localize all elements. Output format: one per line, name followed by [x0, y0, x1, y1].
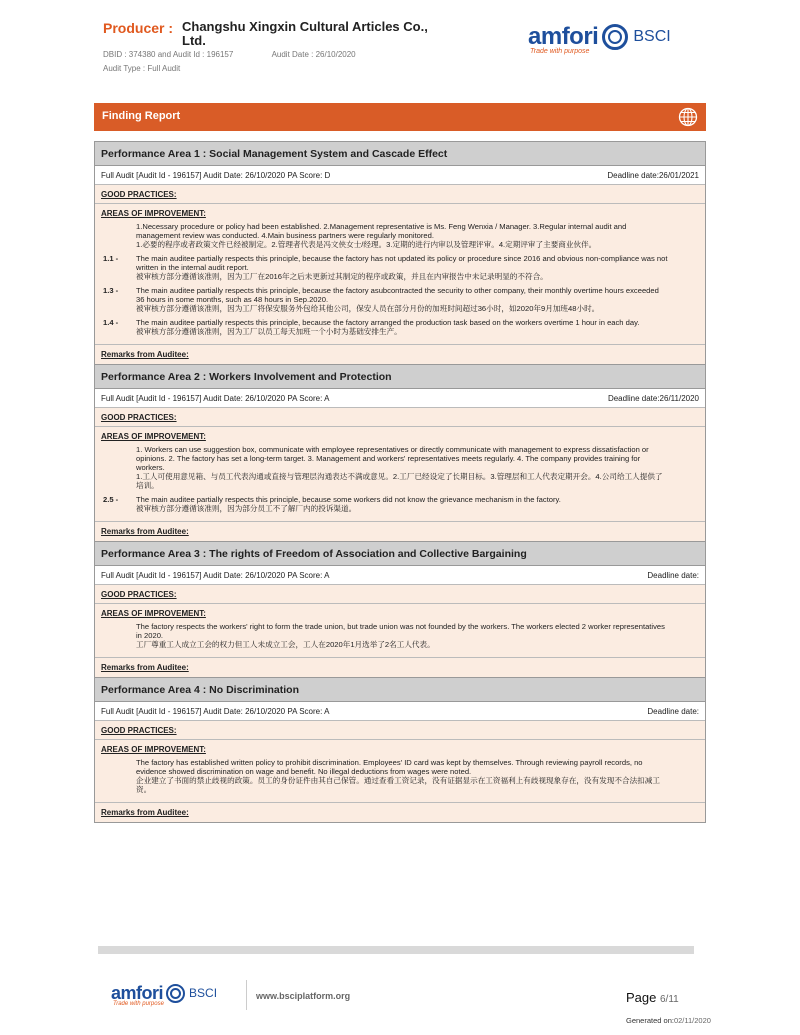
producer-name: Changshu Xingxin Cultural Articles Co., Ltd.: [182, 19, 428, 48]
areas-of-improvement-label: AREAS OF IMPROVEMENT:: [101, 609, 206, 618]
logo-brand: BSCI: [633, 28, 671, 45]
logo-word: amfori: [111, 982, 164, 1003]
finding-entry: [95, 444, 705, 494]
area-title: Performance Area 1 : Social Management System and Cascade Effect: [95, 142, 705, 166]
areas-of-improvement-label: AREAS OF IMPROVEMENT:: [101, 432, 206, 441]
page-indicator: [626, 990, 679, 1005]
logo-ring-icon: [166, 984, 185, 1003]
good-practices-row: [95, 185, 705, 204]
audit-info: Full Audit [Audit Id - 196157] Audit Date: 26/10/2020 PA Score: A: [101, 571, 330, 580]
performance-area: [94, 678, 706, 823]
finding-entry: [95, 317, 705, 340]
good-practices-row: [95, 585, 705, 604]
remarks-row: [95, 803, 705, 822]
footer-separator: [246, 980, 247, 1010]
finding-text-chinese: 1.工人可使用意见箱、与员工代表沟通或直接与管理层沟通表达不满或意见。2.工厂已经设定了长期目标。3.管理层和工人代表定期开会。4.公司给工人提供了培训。: [136, 472, 663, 490]
finding-number: [101, 222, 136, 249]
logo-tagline: Trade with purpose: [113, 1001, 164, 1007]
finding-number: 1.4 -: [103, 318, 119, 327]
remarks-row: [95, 658, 705, 677]
finding-text-chinese: 被审核方部分遵循该准则，因为工厂将保安服务外包给其他公司，保安人员在部分月份的加班时间超过36小时，如2020年9月加班48小时。: [136, 304, 600, 313]
generated-on: [626, 1016, 711, 1025]
footer-divider-bar: [98, 946, 694, 954]
remarks-row: [95, 522, 705, 541]
amfori-bsci-logo: [528, 22, 671, 55]
good-practices-label: GOOD PRACTICES:: [101, 726, 177, 735]
performance-area: [94, 365, 706, 542]
finding-text: 1. Workers can use suggestion box, communicate with employee representatives or directly communicate with management to express dissatisfaction or opinions. 2. The factory has set a long-term target. 3. Management and workers' representatives meets regularly. 4. The company provides training for workers.: [136, 445, 649, 472]
area-title: Performance Area 3 : The rights of Freedom of Association and Collective Bargaining: [95, 542, 705, 566]
logo-tagline: Trade with purpose: [530, 48, 590, 55]
finding-text-chinese: 被审核方部分遵循该准则，因为部分员工不了解厂内的投诉渠道。: [136, 504, 357, 513]
good-practices-row: [95, 721, 705, 740]
areas-of-improvement: [95, 204, 705, 345]
remarks-label: Remarks from Auditee:: [101, 808, 189, 817]
deadline-date: Deadline date:26/11/2020: [607, 394, 699, 403]
finding-text-chinese: 企业建立了书面的禁止歧视的政策。员工的身份证件由其自己保管。通过查看工资记录，没有证据显示在工资福利上有歧视现象存在，没有发现不合法扣减工资。: [136, 776, 660, 794]
finding-entry: [95, 757, 705, 798]
finding-text-chinese: 工厂尊重工人成立工会的权力但工人未成立工会，工人在2020年1月选举了2名工人代表。: [136, 640, 435, 649]
logo-word: amfori: [528, 23, 599, 50]
deadline-date: Deadline date:: [647, 707, 699, 716]
amfori-bsci-footer-logo: [111, 982, 218, 1007]
area-title: Performance Area 4 : No Discrimination: [95, 678, 705, 702]
good-practices-row: [95, 408, 705, 427]
audit-info: Full Audit [Audit Id - 196157] Audit Date: 26/10/2020 PA Score: A: [101, 707, 330, 716]
remarks-label: Remarks from Auditee:: [101, 350, 189, 359]
audit-info: Full Audit [Audit Id - 196157] Audit Date: 26/10/2020 PA Score: A: [101, 394, 330, 403]
audit-line: [95, 166, 705, 185]
audit-line: [95, 702, 705, 721]
finding-text: The factory has established written policy to prohibit discrimination. Employees' ID card was kept by themselves. Through reviewing payroll records, no evidence showed discrimination on wage and benefit. No illegal deductions from wages were noted.: [136, 758, 643, 776]
areas-of-improvement-label: AREAS OF IMPROVEMENT:: [101, 745, 206, 754]
dbid-line: DBID : 374380 and Audit Id : 196157: [103, 50, 234, 59]
logo-brand: BSCI: [189, 986, 218, 1000]
logo-ring-icon: [602, 24, 628, 50]
finding-entry: [95, 221, 705, 253]
finding-report-bar: [94, 103, 706, 131]
good-practices-label: GOOD PRACTICES:: [101, 590, 177, 599]
performance-areas: [94, 141, 706, 823]
platform-url: www.bsciplatform.org: [256, 991, 351, 1001]
finding-number: 1.3 -: [103, 286, 119, 295]
audit-date: Audit Date : 26/10/2020: [271, 50, 356, 59]
finding-text: The main auditee partially respects this principle, because the factory has not updated its policy or procedure since 2016 and obvious non-compliance was not written in the internal audit report.: [136, 254, 668, 272]
areas-of-improvement: [95, 427, 705, 522]
page-number: 6/11: [660, 994, 679, 1005]
finding-entry: [95, 285, 705, 317]
performance-area: [94, 542, 706, 678]
finding-text: The main auditee partially respects this principle, because the factory asubcontracted the security to other company, their monthly overtime hours exceeded 36 hours in some months, such as 48 hours in Sep.2020.: [136, 286, 659, 304]
area-title: Performance Area 2 : Workers Involvement and Protection: [95, 365, 705, 389]
deadline-date: Deadline date:: [647, 571, 699, 580]
finding-number: [101, 445, 136, 490]
producer-label: Producer :: [103, 20, 174, 36]
page-label: Page: [626, 990, 657, 1005]
performance-area: [94, 141, 706, 365]
areas-of-improvement: [95, 740, 705, 803]
globe-icon: [678, 107, 698, 127]
finding-number: 1.1 -: [103, 254, 119, 263]
finding-entry: [95, 494, 705, 517]
generated-date: 02/11/2020: [673, 1016, 711, 1025]
audit-meta: [103, 50, 356, 59]
finding-number: 2.5 -: [103, 495, 119, 504]
good-practices-label: GOOD PRACTICES:: [101, 413, 177, 422]
finding-text: The factory respects the workers' right to form the trade union, but trade union was not founded by the workers. The workers elected 2 worker representatives in 2020.: [136, 622, 665, 640]
finding-text-chinese: 1.必要的程序或者政策文件已经被制定。2.管理者代表是冯文侠女士/经理。3.定期的进行内审以及管理评审。4.定期评审了主要商业伙伴。: [136, 240, 597, 249]
finding-text: The main auditee partially respects this principle, because the factory arranged the production task based on the workers overtime 1 hour in each day.: [136, 318, 640, 327]
report-title: Finding Report: [102, 110, 181, 122]
finding-text-chinese: 被审核方部分遵循该准则，因为工厂在2016年之后未更新过其制定的程序或政策，并且在内审报告中未记录明显的不符合。: [136, 272, 548, 281]
good-practices-label: GOOD PRACTICES:: [101, 190, 177, 199]
finding-entry: [95, 253, 705, 285]
areas-of-improvement-label: AREAS OF IMPROVEMENT:: [101, 209, 206, 218]
finding-text-chinese: 被审核方部分遵循该准则，因为工厂以员工每天加班一个小时为基础安排生产。: [136, 327, 402, 336]
remarks-label: Remarks from Auditee:: [101, 663, 189, 672]
audit-type: Audit Type : Full Audit: [103, 64, 181, 73]
audit-line: [95, 389, 705, 408]
audit-line: [95, 566, 705, 585]
areas-of-improvement: [95, 604, 705, 658]
finding-text: The main auditee partially respects this principle, because some workers did not know the grievance mechanism in the factory.: [136, 495, 561, 504]
finding-text: 1.Necessary procedure or policy had been established. 2.Management representative is Ms. Feng Wenxia / Manager. 3.Regular internal audit and management review was conducted. 4.Main business partners were regularly monitored.: [136, 222, 627, 240]
finding-entry: [95, 621, 705, 653]
finding-number: [101, 758, 136, 794]
remarks-label: Remarks from Auditee:: [101, 527, 189, 536]
generated-label: Generated on:: [626, 1016, 674, 1025]
finding-number: [101, 622, 136, 649]
remarks-row: [95, 345, 705, 364]
deadline-date: Deadline date:26/01/2021: [607, 171, 699, 180]
audit-info: Full Audit [Audit Id - 196157] Audit Date: 26/10/2020 PA Score: D: [101, 171, 331, 180]
